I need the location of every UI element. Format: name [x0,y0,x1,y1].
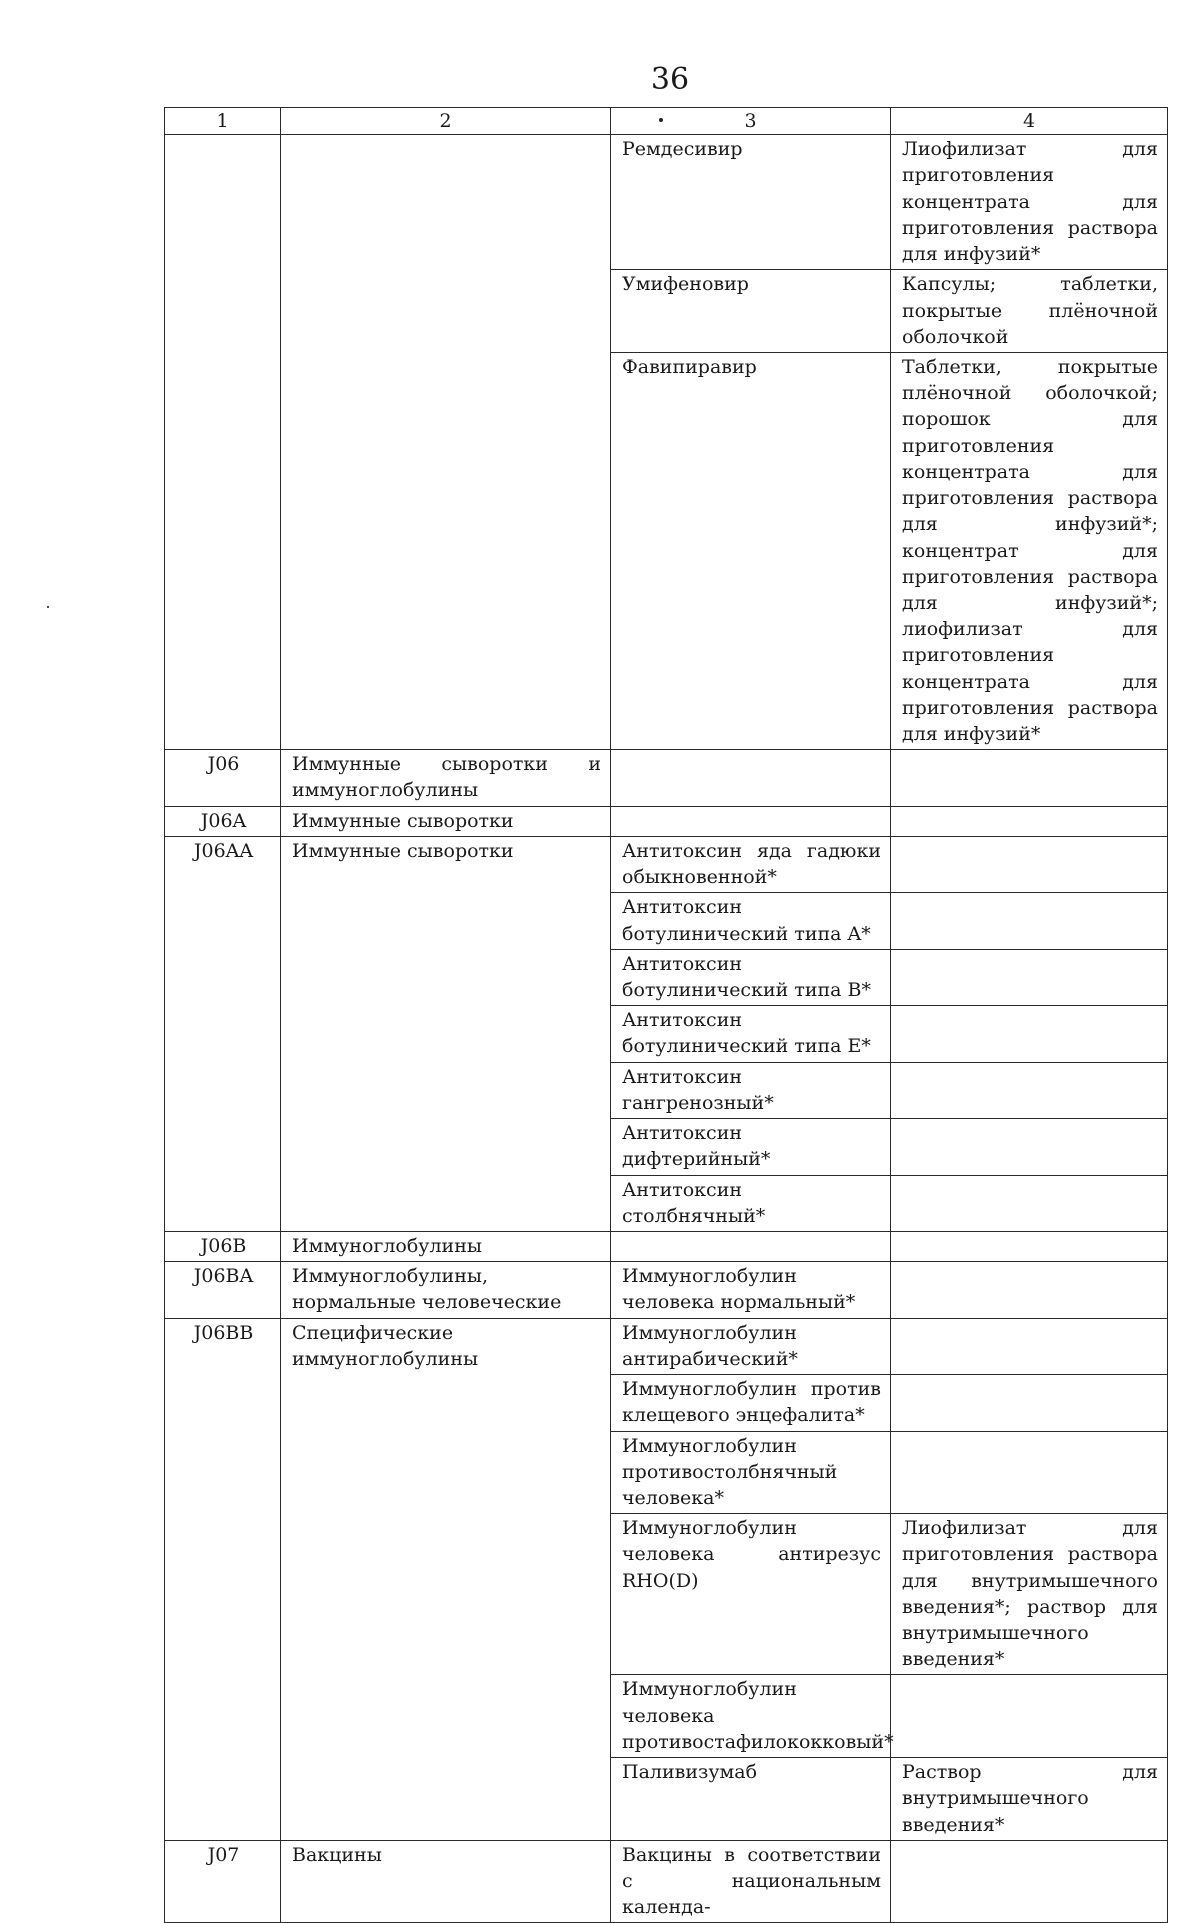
form-cell [891,949,1168,1005]
drug-cell: Ремдесивир [611,135,891,270]
form-cell: Капсулы; таблетки, покрытые плёночной оболочкой [891,270,1168,353]
atc-code-cell: J06BB [165,1318,281,1840]
table-row [165,806,1168,836]
drug-cell: Антитоксин ботулинический типа A* [611,893,891,949]
drug-cell: Антитоксин яда гадюки обыкновенной* [611,836,891,892]
group-cell: Иммунные сыворотки [281,836,611,1231]
column-header: 3 [611,108,891,135]
form-cell [891,1375,1168,1431]
atc-code-cell: J06BA [165,1262,281,1318]
form-cell [891,893,1168,949]
form-cell [891,1840,1168,1923]
form-cell [891,1318,1168,1374]
drug-table [164,107,1168,1923]
drug-cell: Антитоксин дифтерийный* [611,1119,891,1175]
atc-code-cell: J06A [165,806,281,836]
drug-cell: Антитоксин ботулинический типа E* [611,1006,891,1062]
drug-cell: Умифеновир [611,270,891,353]
table-row [165,1231,1168,1261]
group-cell: Специфические иммуноглобулины [281,1318,611,1840]
table-row [165,836,1168,892]
form-cell [891,1231,1168,1261]
form-cell [891,1262,1168,1318]
drug-cell: Иммуноглобулин противостолбнячный человека* [611,1431,891,1514]
form-cell: Таблетки, покрытые плёночной оболочкой; порошок для приготовления концентрата для приготовления раствора для инфузий*; концентрат для приготовления раствора для инфузий*; лиофилизат для приготовления концентрата для приготовления раствора для инфузий* [891,352,1168,749]
group-cell: Иммунные сыворотки и иммуноглобулины [281,750,611,806]
page-number: 36 [650,62,690,97]
group-cell [281,135,611,750]
group-cell: Иммунные сыворотки [281,806,611,836]
scan-speck [47,606,49,608]
form-cell [891,750,1168,806]
table-row [165,1840,1168,1923]
drug-cell: Иммуноглобулин человека противостафилококковый* [611,1675,891,1758]
form-cell [891,1119,1168,1175]
atc-code-cell [165,135,281,750]
form-cell: Лиофилизат для приготовления концентрата для приготовления раствора для инфузий* [891,135,1168,270]
column-header: 1 [165,108,281,135]
column-header: 2 [281,108,611,135]
atc-code-cell: J06 [165,750,281,806]
form-cell [891,1006,1168,1062]
group-cell: Иммуноглобулины [281,1231,611,1261]
table-row [165,1262,1168,1318]
drug-cell: Иммуноглобулин против клещевого энцефалита* [611,1375,891,1431]
drug-cell [611,806,891,836]
form-cell: Лиофилизат для приготовления раствора для внутримышечного введения*; раствор для внутримышечного введения* [891,1514,1168,1675]
drug-cell: Иммуноглобулин антирабический* [611,1318,891,1374]
drug-cell: Вакцины в соответствии с национальным календа- [611,1840,891,1923]
drug-cell: Иммуноглобулин человека антирезус RHO(D) [611,1514,891,1675]
form-cell [891,836,1168,892]
drug-cell [611,1231,891,1261]
form-cell [891,1062,1168,1118]
column-header: 4 [891,108,1168,135]
drug-cell: Фавипиравир [611,352,891,749]
drug-cell: Антитоксин гангренозный* [611,1062,891,1118]
table-row [165,1318,1168,1374]
drug-cell: Паливизумаб [611,1758,891,1841]
form-cell [891,806,1168,836]
table-row [165,135,1168,270]
group-cell: Вакцины [281,1840,611,1923]
drug-cell: Антитоксин столбнячный* [611,1175,891,1231]
group-cell: Иммуноглобулины, нормальные человеческие [281,1262,611,1318]
form-cell [891,1175,1168,1231]
header-row [165,108,1168,135]
drug-cell [611,750,891,806]
drug-cell: Иммуноглобулин человека нормальный* [611,1262,891,1318]
atc-code-cell: J07 [165,1840,281,1923]
atc-code-cell: J06AA [165,836,281,1231]
form-cell [891,1675,1168,1758]
table-row [165,750,1168,806]
drug-cell: Антитоксин ботулинический типа B* [611,949,891,1005]
atc-code-cell: J06B [165,1231,281,1261]
form-cell [891,1431,1168,1514]
form-cell: Раствор для внутримышечного введения* [891,1758,1168,1841]
